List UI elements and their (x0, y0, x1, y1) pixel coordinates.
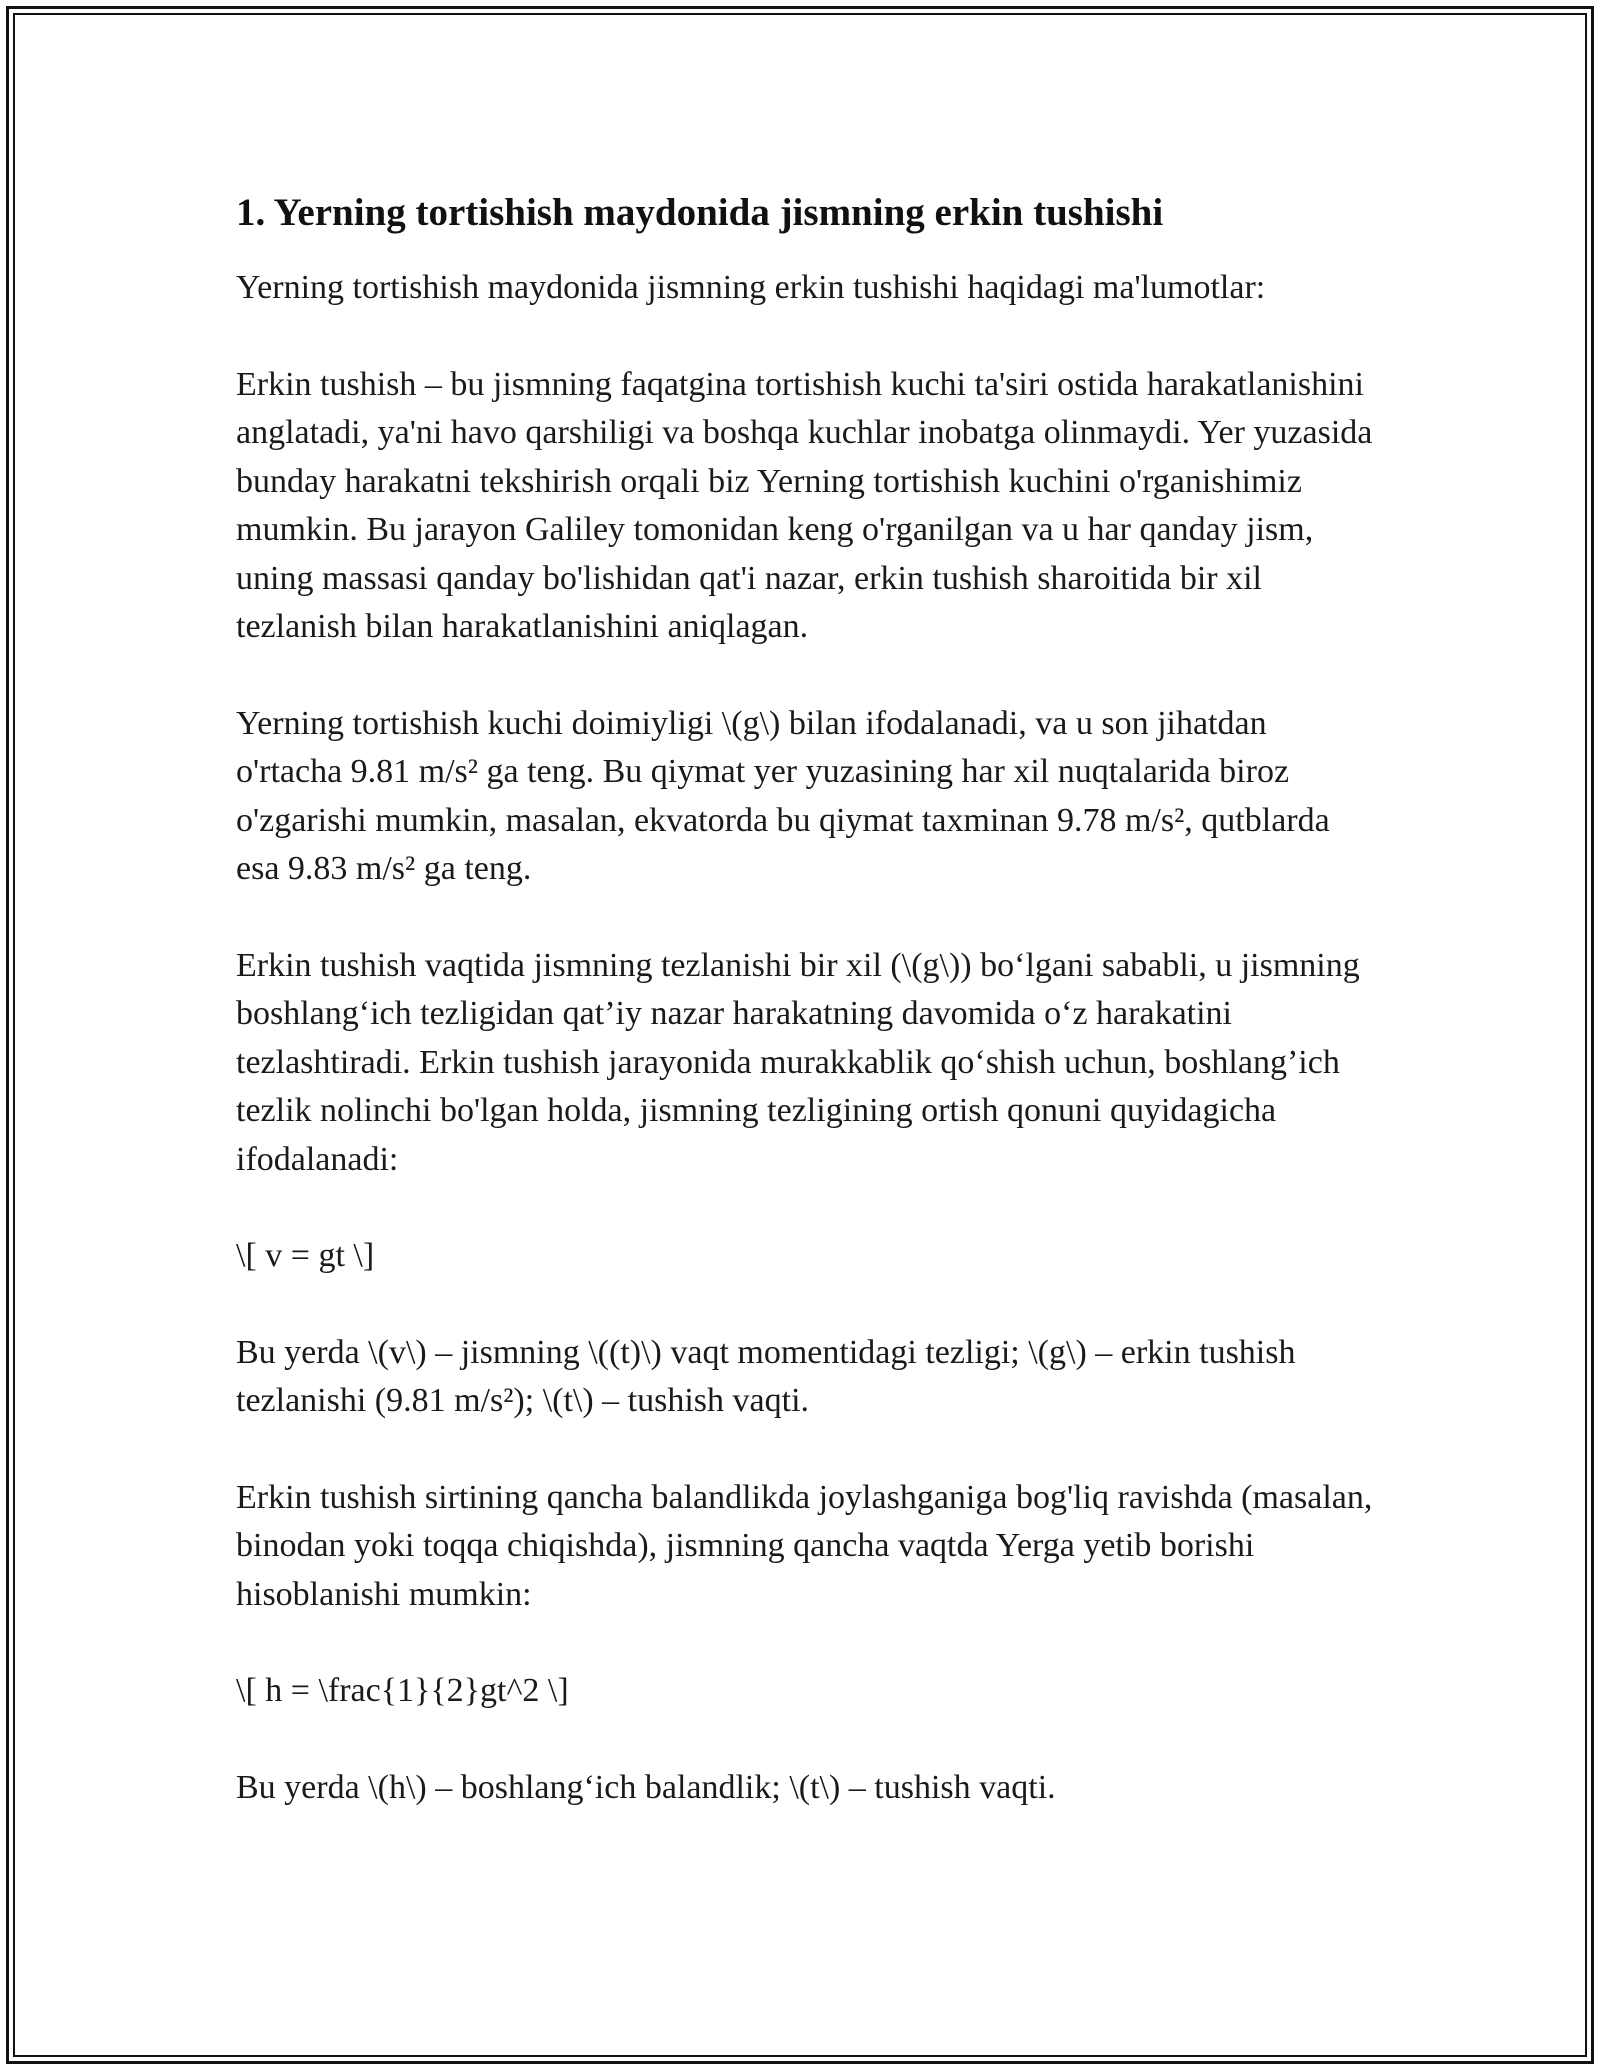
definition-paragraph: Erkin tushish – bu jismning faqatgina tortishish kuchi ta'siri ostida harakatlanishini anglatadi, ya'ni havo qarshiligi va boshqa kuchlar inobatga olinmaydi. Yer yuzasida bunday harakatni tekshirish orqali biz Yerning tortishish kuchini o'rganishimiz mumkin. Bu jarayon Galiley tomonidan keng o'rganilgan va u har qanday jism, uning massasi qanday bo'lishidan qat'i nazar, erkin tushish sharoitida bir xil tezlanish bilan harakatlanishini aniqlagan. (236, 365, 1373, 645)
gravity-constant-paragraph: Yerning tortishish kuchi doimiyligi \(g\) bilan ifodalanadi, va u son jihatdan o'rtacha 9.81 m/s² ga teng. Bu qiymat yer yuzasining har xil nuqtalarida biroz o'zgarishi mumkin, masalan, ekvatorda bu qiymat taxminan 9.78 m/s², qutblarda esa 9.83 m/s² ga teng. (236, 704, 1330, 887)
height-formula: \[ h = \frac{1}{2}gt^2 \] (236, 1672, 569, 1709)
section-title: 1. Yerning tortishish maydonida jismning erkin tushishi (236, 191, 1164, 234)
height-paragraph: Erkin tushish sirtining qancha balandlikda joylashganiga bog'liq ravishda (masalan, binodan yoki toqqa chiqishda), jismning qancha vaqtda Yerga yetib borishi hisoblanishi mumkin: (236, 1478, 1373, 1613)
velocity-formula: \[ v = gt \] (236, 1237, 375, 1274)
document-body (236, 184, 1376, 1860)
intro-paragraph: Yerning tortishish maydonida jismning erkin tushishi haqidagi ma'lumotlar: (236, 269, 1266, 306)
height-explanation-paragraph: Bu yerda \(h\) – boshlang‘ich balandlik; \(t\) – tushish vaqti. (236, 1768, 1056, 1806)
velocity-explanation-paragraph: Bu yerda \(v\) – jismning \((t)\) vaqt momentidagi tezligi; \(g\) – erkin tushish tezlanishi (9.81 m/s²); \(t\) – tushish vaqti. (236, 1333, 1296, 1419)
acceleration-paragraph: Erkin tushish vaqtida jismning tezlanishi bir xil (\(g\)) bo‘lgani sababli, u jismning boshlang‘ich tezligidan qat’iy nazar harakatning davomida o‘z harakatini tezlashtiradi. Erkin tushish jarayonida murakkablik qo‘shish uchun, boshlang’ich tezlik nolinchi bo'lgan holda, jismning tezligining ortish qonuni quyidagicha ifodalanadi: (236, 946, 1360, 1178)
